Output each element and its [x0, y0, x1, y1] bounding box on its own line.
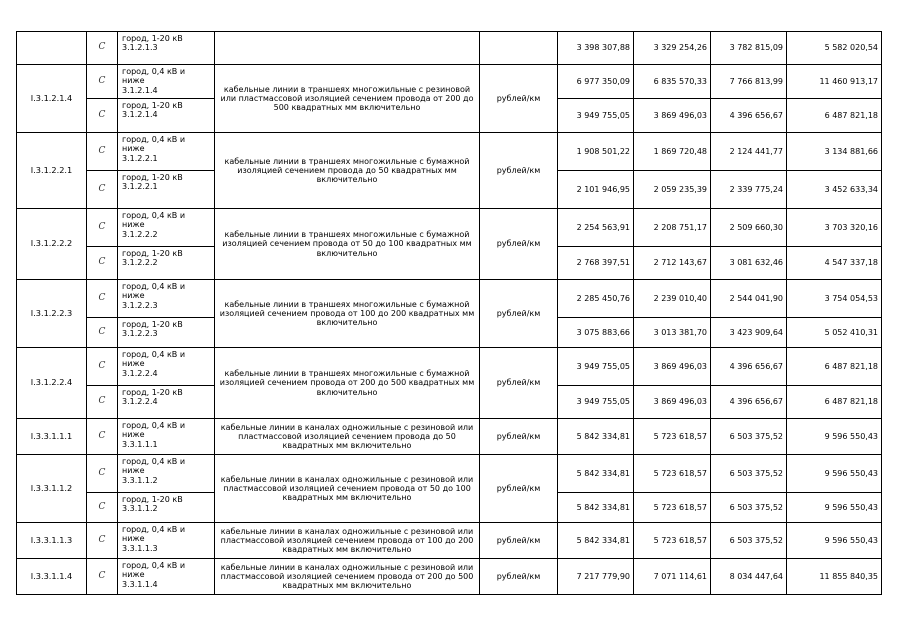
price-value-cell: 2 124 441,77	[711, 133, 787, 171]
price-value-cell: 3 949 755,05	[558, 348, 634, 386]
price-value-cell: 3 134 881,66	[787, 133, 882, 171]
table-row	[17, 523, 882, 559]
item-code-cell: I.3.1.2.2.2	[17, 209, 87, 280]
price-value-cell: 3 869 496,03	[634, 99, 711, 133]
location-voltage-cell: город, 1-20 кВ 3.1.2.2.1	[118, 171, 215, 209]
price-value-cell: 5 842 334,81	[558, 523, 634, 559]
price-value-cell: 4 396 656,67	[711, 386, 787, 419]
location-voltage-cell: город, 0,4 кВ и ниже 3.1.2.2.3	[118, 280, 215, 318]
price-value-cell: 11 855 840,35	[787, 559, 882, 595]
location-voltage-cell: город, 0,4 кВ и ниже 3.1.2.2.1	[118, 133, 215, 171]
table-row	[17, 419, 882, 455]
unit-cell: рублей/км	[480, 523, 558, 559]
price-value-cell: 5 723 618,57	[634, 493, 711, 523]
location-voltage-cell: город, 0,4 кВ и ниже 3.3.1.1.3	[118, 523, 215, 559]
location-voltage-cell: город, 0,4 кВ и ниже 3.3.1.1.1	[118, 419, 215, 455]
line-description-cell: кабельные линии в траншеях многожильные с бумажной изоляцией сечением провода до 50 квадратных мм включительно	[215, 133, 480, 209]
location-voltage-cell: город, 0,4 кВ и ниже 3.1.2.2.2	[118, 209, 215, 247]
unit-cell: рублей/км	[480, 209, 558, 280]
line-description-cell: кабельные линии в каналах одножильные с резиновой или пластмассовой изоляцией сечением провода от 50 до 100 квадратных мм включительно	[215, 455, 480, 523]
category-symbol-cell: С	[87, 559, 118, 595]
price-value-cell: 3 013 381,70	[634, 318, 711, 348]
price-value-cell: 4 547 337,18	[787, 247, 882, 280]
category-symbol-cell: С	[87, 133, 118, 171]
price-value-cell: 5 842 334,81	[558, 419, 634, 455]
location-voltage-cell: город, 0,4 кВ и ниже 3.3.1.1.4	[118, 559, 215, 595]
price-value-cell: 2 544 041,90	[711, 280, 787, 318]
price-value-cell: 4 396 656,67	[711, 99, 787, 133]
table-row	[17, 32, 882, 65]
line-description-cell	[215, 32, 480, 65]
price-value-cell: 5 723 618,57	[634, 419, 711, 455]
item-code-cell: I.3.1.2.1.4	[17, 65, 87, 133]
unit-cell: рублей/км	[480, 65, 558, 133]
category-symbol-cell: С	[87, 209, 118, 247]
price-value-cell: 3 949 755,05	[558, 386, 634, 419]
price-value-cell: 5 842 334,81	[558, 455, 634, 493]
tariff-table	[16, 31, 882, 595]
price-value-cell: 2 239 010,40	[634, 280, 711, 318]
price-value-cell: 1 908 501,22	[558, 133, 634, 171]
price-value-cell: 2 208 751,17	[634, 209, 711, 247]
location-voltage-cell: город, 0,4 кВ и ниже 3.1.2.1.4	[118, 65, 215, 99]
table-row	[17, 455, 882, 493]
price-value-cell: 6 977 350,09	[558, 65, 634, 99]
line-description-cell: кабельные линии в траншеях многожильные с резиновой или пластмассовой изоляцией сечением провода от 200 до 500 квадратных мм включительно	[215, 65, 480, 133]
category-symbol-cell: С	[87, 386, 118, 419]
price-value-cell: 6 503 375,52	[711, 493, 787, 523]
item-code-cell: I.3.3.1.1.1	[17, 419, 87, 455]
price-value-cell: 9 596 550,43	[787, 523, 882, 559]
price-value-cell: 7 071 114,61	[634, 559, 711, 595]
price-value-cell: 6 503 375,52	[711, 419, 787, 455]
price-value-cell: 5 723 618,57	[634, 455, 711, 493]
price-value-cell: 3 782 815,09	[711, 32, 787, 65]
price-value-cell: 3 703 320,16	[787, 209, 882, 247]
category-symbol-cell: С	[87, 493, 118, 523]
price-value-cell: 3 329 254,26	[634, 32, 711, 65]
line-description-cell: кабельные линии в траншеях многожильные с бумажной изоляцией сечением провода от 50 до 100 квадратных мм включительно	[215, 209, 480, 280]
price-value-cell: 8 034 447,64	[711, 559, 787, 595]
price-value-cell: 2 712 143,67	[634, 247, 711, 280]
price-value-cell: 7 766 813,99	[711, 65, 787, 99]
price-value-cell: 9 596 550,43	[787, 419, 882, 455]
line-description-cell: кабельные линии в траншеях многожильные с бумажной изоляцией сечением провода от 100 до 200 квадратных мм включительно	[215, 280, 480, 348]
location-voltage-cell: город, 1-20 кВ 3.1.2.2.4	[118, 386, 215, 419]
unit-cell: рублей/км	[480, 559, 558, 595]
location-voltage-cell: город, 1-20 кВ 3.3.1.1.2	[118, 493, 215, 523]
location-voltage-cell: город, 1-20 кВ 3.1.2.2.3	[118, 318, 215, 348]
price-value-cell: 6 503 375,52	[711, 455, 787, 493]
unit-cell: рублей/км	[480, 133, 558, 209]
item-code-cell: I.3.3.1.1.3	[17, 523, 87, 559]
price-value-cell: 6 835 570,33	[634, 65, 711, 99]
price-value-cell: 5 842 334,81	[558, 493, 634, 523]
category-symbol-cell: С	[87, 348, 118, 386]
item-code-cell: I.3.1.2.2.1	[17, 133, 87, 209]
item-code-cell: I.3.3.1.1.4	[17, 559, 87, 595]
table-row	[17, 65, 882, 99]
category-symbol-cell: С	[87, 280, 118, 318]
item-code-cell: I.3.1.2.2.4	[17, 348, 87, 419]
price-value-cell: 3 423 909,64	[711, 318, 787, 348]
price-value-cell: 3 452 633,34	[787, 171, 882, 209]
price-value-cell: 1 869 720,48	[634, 133, 711, 171]
line-description-cell: кабельные линии в каналах одножильные с резиновой или пластмассовой изоляцией сечением провода от 100 до 200 квадратных мм включительно	[215, 523, 480, 559]
price-value-cell: 7 217 779,90	[558, 559, 634, 595]
table-row	[17, 559, 882, 595]
price-value-cell: 2 254 563,91	[558, 209, 634, 247]
category-symbol-cell: С	[87, 455, 118, 493]
location-voltage-cell: город, 0,4 кВ и ниже 3.3.1.1.2	[118, 455, 215, 493]
price-value-cell: 3 869 496,03	[634, 386, 711, 419]
table-body	[17, 32, 882, 595]
table-row	[17, 209, 882, 247]
location-voltage-cell: город, 1-20 кВ 3.1.2.2.2	[118, 247, 215, 280]
location-voltage-cell: город, 0,4 кВ и ниже 3.1.2.2.4	[118, 348, 215, 386]
unit-cell: рублей/км	[480, 348, 558, 419]
price-value-cell: 2 509 660,30	[711, 209, 787, 247]
table-row	[17, 133, 882, 171]
table-row	[17, 280, 882, 318]
category-symbol-cell: С	[87, 65, 118, 99]
unit-cell: рублей/км	[480, 455, 558, 523]
price-value-cell: 6 487 821,18	[787, 386, 882, 419]
price-value-cell: 6 487 821,18	[787, 348, 882, 386]
item-code-cell	[17, 32, 87, 65]
price-value-cell: 5 052 410,31	[787, 318, 882, 348]
price-value-cell: 3 869 496,03	[634, 348, 711, 386]
line-description-cell: кабельные линии в траншеях многожильные с бумажной изоляцией сечением провода от 200 до 500 квадратных мм включительно	[215, 348, 480, 419]
price-value-cell: 6 503 375,52	[711, 523, 787, 559]
price-value-cell: 2 285 450,76	[558, 280, 634, 318]
line-description-cell: кабельные линии в каналах одножильные с резиновой или пластмассовой изоляцией сечением провода до 50 квадратных мм включительно	[215, 419, 480, 455]
category-symbol-cell: С	[87, 247, 118, 280]
price-value-cell: 4 396 656,67	[711, 348, 787, 386]
tariff-table-container	[16, 31, 882, 595]
unit-cell	[480, 32, 558, 65]
price-value-cell: 6 487 821,18	[787, 99, 882, 133]
unit-cell: рублей/км	[480, 419, 558, 455]
category-symbol-cell: С	[87, 171, 118, 209]
price-value-cell: 3 398 307,88	[558, 32, 634, 65]
price-value-cell: 3 949 755,05	[558, 99, 634, 133]
price-value-cell: 2 768 397,51	[558, 247, 634, 280]
price-value-cell: 5 582 020,54	[787, 32, 882, 65]
price-value-cell: 3 075 883,66	[558, 318, 634, 348]
item-code-cell: I.3.3.1.1.2	[17, 455, 87, 523]
table-row	[17, 348, 882, 386]
price-value-cell: 3 081 632,46	[711, 247, 787, 280]
category-symbol-cell: С	[87, 318, 118, 348]
category-symbol-cell: С	[87, 99, 118, 133]
line-description-cell: кабельные линии в каналах одножильные с резиновой или пластмассовой изоляцией сечением провода от 200 до 500 квадратных мм включительно	[215, 559, 480, 595]
category-symbol-cell: С	[87, 523, 118, 559]
location-voltage-cell: город, 1-20 кВ 3.1.2.1.4	[118, 99, 215, 133]
item-code-cell: I.3.1.2.2.3	[17, 280, 87, 348]
price-value-cell: 3 754 054,53	[787, 280, 882, 318]
unit-cell: рублей/км	[480, 280, 558, 348]
price-value-cell: 9 596 550,43	[787, 493, 882, 523]
price-value-cell: 2 339 775,24	[711, 171, 787, 209]
category-symbol-cell: С	[87, 419, 118, 455]
price-value-cell: 11 460 913,17	[787, 65, 882, 99]
price-value-cell: 9 596 550,43	[787, 455, 882, 493]
price-value-cell: 2 059 235,39	[634, 171, 711, 209]
price-value-cell: 5 723 618,57	[634, 523, 711, 559]
category-symbol-cell: С	[87, 32, 118, 65]
price-value-cell: 2 101 946,95	[558, 171, 634, 209]
location-voltage-cell: город, 1-20 кВ 3.1.2.1.3	[118, 32, 215, 65]
